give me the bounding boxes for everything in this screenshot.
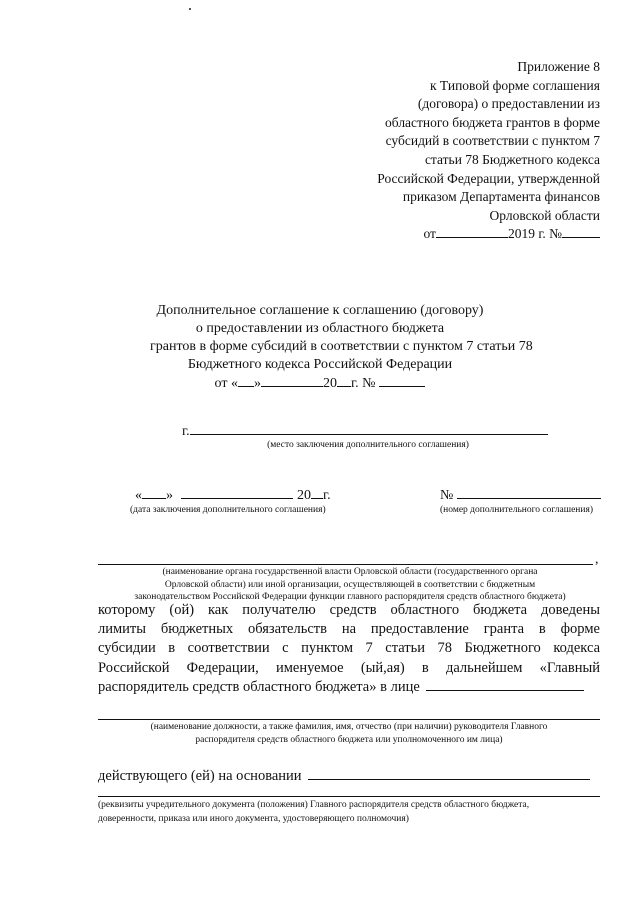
body-word: доведены bbox=[541, 602, 600, 618]
place-caption: (место заключения дополнительного соглашения) bbox=[267, 440, 469, 450]
title-number-blank bbox=[379, 374, 425, 387]
body-word: субсидии bbox=[98, 640, 156, 657]
appendix-number-blank bbox=[562, 225, 600, 238]
body-line bbox=[98, 639, 600, 658]
body-word: бюджета bbox=[473, 602, 528, 618]
date-close-quote: » bbox=[166, 488, 173, 503]
body-word: «Главный bbox=[539, 659, 600, 676]
body-last-text: распорядитель средств областного бюджета» в лице bbox=[98, 678, 420, 695]
date-open-quote: « bbox=[135, 488, 142, 503]
basis-caption-line: (реквизиты учредительного документа (положения) Главного распорядителя средств областного бюджета, bbox=[98, 800, 530, 810]
body-last-line bbox=[98, 678, 600, 697]
head-caption bbox=[98, 721, 600, 747]
body-word: Российской bbox=[98, 659, 170, 676]
body-word: получателю bbox=[242, 602, 316, 618]
appendix-line: приказом Департамента финансов bbox=[402, 189, 600, 205]
appendix-line: статьи 78 Бюджетного кодекса bbox=[424, 151, 600, 167]
place-blank[interactable] bbox=[190, 422, 548, 435]
basis-label: действующего (ей) на основании bbox=[98, 768, 302, 784]
body-word: средств bbox=[329, 602, 377, 618]
number-field[interactable] bbox=[440, 486, 601, 504]
body-line bbox=[98, 659, 600, 678]
body-word: дальнейшем bbox=[445, 659, 523, 676]
appendix-line: областного бюджета грантов в форме bbox=[385, 114, 600, 130]
org-caption bbox=[100, 566, 600, 604]
body-word: пунктом bbox=[301, 640, 353, 657]
date-month-blank[interactable] bbox=[181, 486, 293, 499]
org-caption-line: законодательством Российской Федерации функции главного распорядителя средств областного бюджета) bbox=[134, 592, 566, 602]
body-line bbox=[98, 601, 600, 620]
title-date-number: г. № bbox=[350, 376, 376, 391]
basis-field[interactable] bbox=[98, 767, 590, 785]
head-caption-line: распорядителя средств областного бюджета или уполномоченного им лица) bbox=[195, 735, 503, 745]
body-word: форме bbox=[560, 621, 600, 638]
appendix-line: Российской Федерации, утвержденной bbox=[377, 170, 600, 186]
title-month-blank bbox=[261, 374, 323, 387]
number-caption: (номер дополнительного соглашения) bbox=[440, 505, 594, 515]
date-g: г. bbox=[323, 488, 331, 503]
body-word: Федерации, bbox=[186, 659, 259, 676]
title-date-quote: » bbox=[253, 376, 261, 391]
appendix-date-line bbox=[377, 225, 600, 244]
body-word: в bbox=[168, 640, 176, 657]
body-word: 7 bbox=[365, 640, 373, 657]
body-word: соответствии bbox=[187, 640, 270, 657]
basis-second-line[interactable] bbox=[98, 796, 600, 797]
body-word: лимиты bbox=[98, 621, 147, 638]
number-blank[interactable] bbox=[457, 486, 601, 499]
basis-caption bbox=[98, 798, 600, 826]
date-year-blank[interactable] bbox=[311, 486, 323, 499]
appendix-line: Орловской области bbox=[489, 207, 600, 223]
appendix-line: Приложение 8 bbox=[517, 59, 600, 74]
appendix-line: к Типовой форме соглашения bbox=[430, 77, 600, 93]
body-word: 78 bbox=[437, 640, 453, 657]
org-name-line[interactable] bbox=[98, 564, 593, 565]
title-line: Бюджетного кодекса Российской Федерации bbox=[187, 357, 453, 372]
org-caption-line: (наименование органа государственной власти Орловской области (государственного органа bbox=[162, 567, 538, 577]
title-year-blank bbox=[337, 374, 351, 387]
number-sign: № bbox=[440, 488, 454, 503]
place-prefix: г. bbox=[182, 424, 190, 439]
body-word: бюджетных bbox=[160, 621, 234, 638]
appendix-line: субсидий в соответствии с пунктом 7 bbox=[385, 133, 600, 149]
appendix-line: (договора) о предоставлении из bbox=[417, 96, 600, 112]
body-word: в bbox=[421, 659, 429, 676]
body-word: кодекса bbox=[553, 640, 600, 657]
body-word: статьи bbox=[385, 640, 426, 657]
body-word: на bbox=[341, 621, 357, 638]
body-word: с bbox=[282, 640, 289, 657]
date-year: 20 bbox=[297, 488, 311, 503]
head-caption-line: (наименование должности, а также фамилия, имя, отчество (при наличии) руководителя Главного bbox=[150, 722, 548, 732]
title-line: грантов в форме субсидий в соответствии с пунктом 7 статьи 78 bbox=[150, 339, 533, 354]
appendix-date-year: 2019 г. № bbox=[507, 226, 562, 242]
basis-blank[interactable] bbox=[308, 767, 590, 780]
org-comma: , bbox=[595, 552, 599, 567]
body-line bbox=[98, 620, 600, 639]
body-word: гранта bbox=[483, 621, 525, 638]
appendix-header bbox=[377, 58, 600, 244]
body-word: именуемое bbox=[275, 659, 344, 676]
representative-blank[interactable] bbox=[426, 678, 584, 691]
body-word: Бюджетного bbox=[464, 640, 541, 657]
body-word: которому bbox=[98, 602, 156, 618]
date-caption: (дата заключения дополнительного соглашения) bbox=[130, 505, 326, 515]
place-field[interactable] bbox=[182, 422, 548, 440]
appendix-date-blank bbox=[436, 225, 508, 238]
title-date-line bbox=[150, 374, 490, 393]
body-word: областного bbox=[390, 602, 460, 618]
appendix-date-prefix: от bbox=[423, 226, 436, 242]
title-day-blank bbox=[238, 374, 254, 387]
date-day-blank[interactable] bbox=[142, 486, 166, 499]
title-date-from: от « bbox=[214, 376, 238, 391]
body-word: как bbox=[207, 602, 229, 618]
body-word: в bbox=[538, 621, 546, 638]
body-word: предоставление bbox=[370, 621, 469, 638]
title-line: о предоставлении из областного бюджета bbox=[195, 321, 445, 336]
date-field[interactable] bbox=[135, 486, 331, 504]
body-word: обязательств bbox=[247, 621, 327, 638]
org-caption-line: Орловской области) или иной организации, осуществляющей в соответствии с бюджетным bbox=[164, 579, 536, 590]
title-line: Дополнительное соглашение к соглашению (договору) bbox=[156, 303, 484, 318]
body-paragraph bbox=[98, 601, 600, 697]
head-official-line[interactable] bbox=[98, 719, 600, 720]
basis-caption-line: доверенности, приказа или иного документа, удостоверяющего полномочия) bbox=[98, 814, 409, 824]
body-word: (ой) bbox=[169, 602, 195, 618]
agreement-title bbox=[150, 302, 533, 393]
title-date-year: 20 bbox=[322, 376, 337, 391]
scan-speck bbox=[189, 8, 191, 10]
body-word: (ый,ая) bbox=[360, 659, 405, 676]
